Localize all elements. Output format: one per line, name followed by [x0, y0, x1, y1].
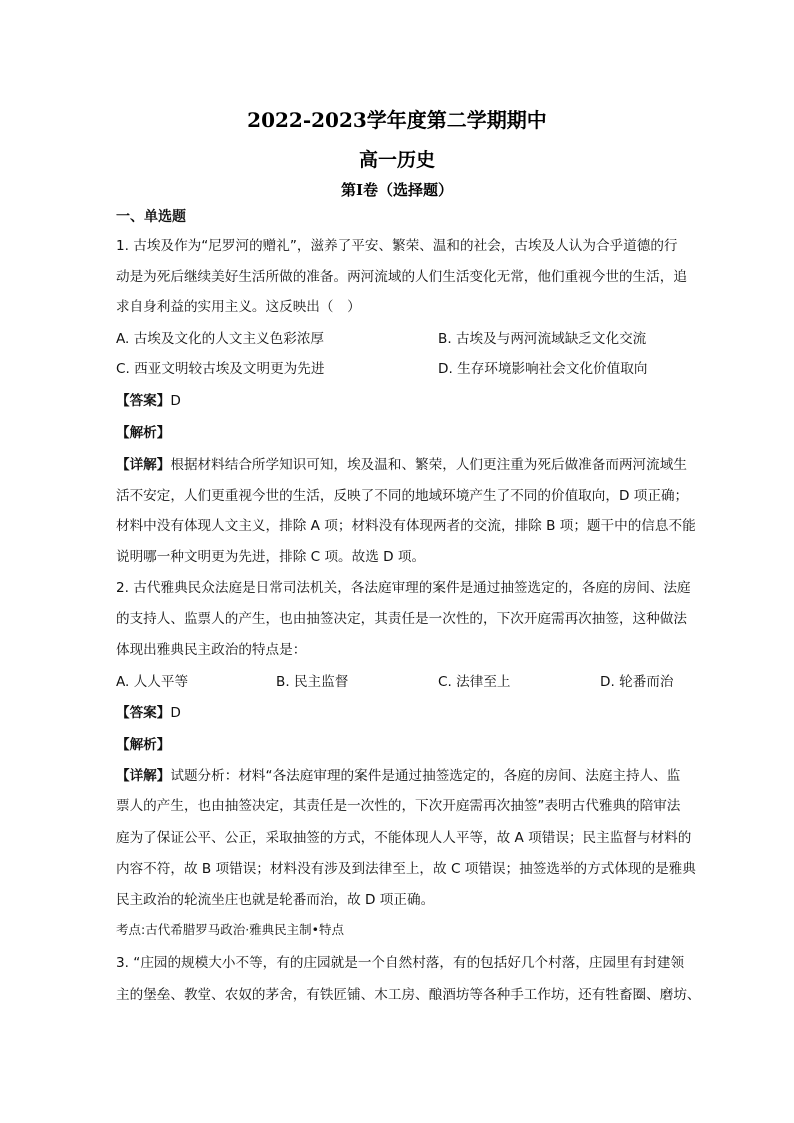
q2-option-a: A. 人人平等 — [116, 674, 189, 690]
q3-stem-line: 主的堡垒、教堂、农奴的茅舍，有铁匠铺、木工房、酿酒坊等各种手工作坊，还有牲畜圈、磨坊、 — [116, 987, 701, 1003]
detail-tag: 【详解】 — [116, 768, 171, 784]
q1-detail-line: 说明哪一种文明更为先进，排除 C 项。故选 D 项。 — [116, 549, 426, 565]
q2-detail-line: 庭为了保证公平、公正，采取抽签的方式，不能体现人人平等，故 A 项错误；民主监督与材料的 — [116, 830, 692, 846]
q1-option-c: C. 西亚文明较古埃及文明更为先进 — [116, 361, 325, 377]
detail-tag: 【详解】 — [116, 457, 171, 473]
q2-detail-line — [116, 766, 706, 786]
q1-option-b: B. 古埃及与两河流域缺乏文化交流 — [438, 331, 647, 347]
answer-value: D — [170, 705, 181, 721]
q1-analysis-tag — [116, 423, 706, 443]
q2-note: 考点:古代希腊罗马政治·雅典民主制•特点 — [116, 922, 345, 937]
analysis-tag: 【解析】 — [116, 737, 171, 753]
q1-option-a: A. 古埃及文化的人文主义色彩浓厚 — [116, 331, 325, 347]
q1-stem-line: 求自身利益的实用主义。这反映出（ ） — [116, 299, 361, 315]
exam-title: 2022-2023学年度第二学期期中 — [247, 108, 547, 132]
analysis-tag: 【解析】 — [116, 425, 171, 441]
q2-detail-line: 票人的产生，也由抽签决定，其责任是一次性的，下次开庭需再次抽签”表明古代雅典的陪审法 — [116, 798, 681, 814]
detail-text: 根据材料结合所学知识可知，埃及温和、繁荣，人们更注重为死后做准备而两河流域生 — [170, 457, 687, 473]
subject-title: 高一历史 — [358, 149, 435, 171]
q1-detail-line: 材料中没有体现人文主义，排除 A 项；材料没有体现两者的交流，排除 B 项；题干中的信息不能 — [116, 518, 696, 534]
q1-answer — [116, 391, 706, 411]
q2-detail-line: 内容不符，故 B 项错误；材料没有涉及到法律至上，故 C 项错误；抽签选举的方式体现的是雅典 — [116, 861, 696, 877]
answer-tag: 【答案】 — [116, 705, 171, 721]
q2-stem-line: 体现出雅典民主政治的特点是： — [116, 642, 307, 658]
q3-stem-line: 3. “庄园的规模大小不等，有的庄园就是一个自然村落，有的包括好几个村落，庄园里有封建领 — [116, 955, 685, 971]
q1-option-d: D. 生存环境影响社会文化价值取向 — [438, 361, 648, 377]
answer-value: D — [170, 393, 181, 409]
part-title: 第Ⅰ卷（选择题） — [340, 181, 454, 199]
detail-text: 试题分析：材料“各法庭审理的案件是通过抽签选定的，各庭的房间、法庭主持人、监 — [170, 768, 681, 784]
answer-tag: 【答案】 — [116, 393, 171, 409]
q2-option-c: C. 法律至上 — [438, 674, 511, 690]
q2-option-b: B. 民主监督 — [276, 674, 349, 690]
q1-stem-line: 动是为死后继续美好生活所做的准备。两河流域的人们生活变化无常，他们重视今世的生活，追 — [116, 269, 687, 285]
q2-option-d: D. 轮番而治 — [600, 674, 674, 690]
q1-stem-line: 1. 古埃及作为“尼罗河的赠礼”，滋养了平安、繁荣、温和的社会，古埃及人认为合乎道德的行 — [116, 238, 678, 254]
q2-stem-line: 的支持人、监票人的产生，也由抽签决定，其责任是一次性的，下次开庭需再次抽签，这种做法 — [116, 611, 687, 627]
q2-stem-line: 2. 古代雅典民众法庭是日常司法机关，各法庭审理的案件是通过抽签选定的，各庭的房间、法庭 — [116, 580, 691, 596]
q2-answer — [116, 703, 706, 723]
q1-detail-line: 活不安定，人们更重视今世的生活，反映了不同的地域环境产生了不同的价值取向，D 项正确； — [116, 488, 689, 504]
q2-analysis-tag — [116, 735, 706, 755]
q1-detail-line — [116, 455, 706, 475]
section-heading: 一、单选题 — [116, 209, 186, 225]
q2-detail-line: 民主政治的轮流坐庄也就是轮番而治，故 D 项正确。 — [116, 892, 435, 908]
